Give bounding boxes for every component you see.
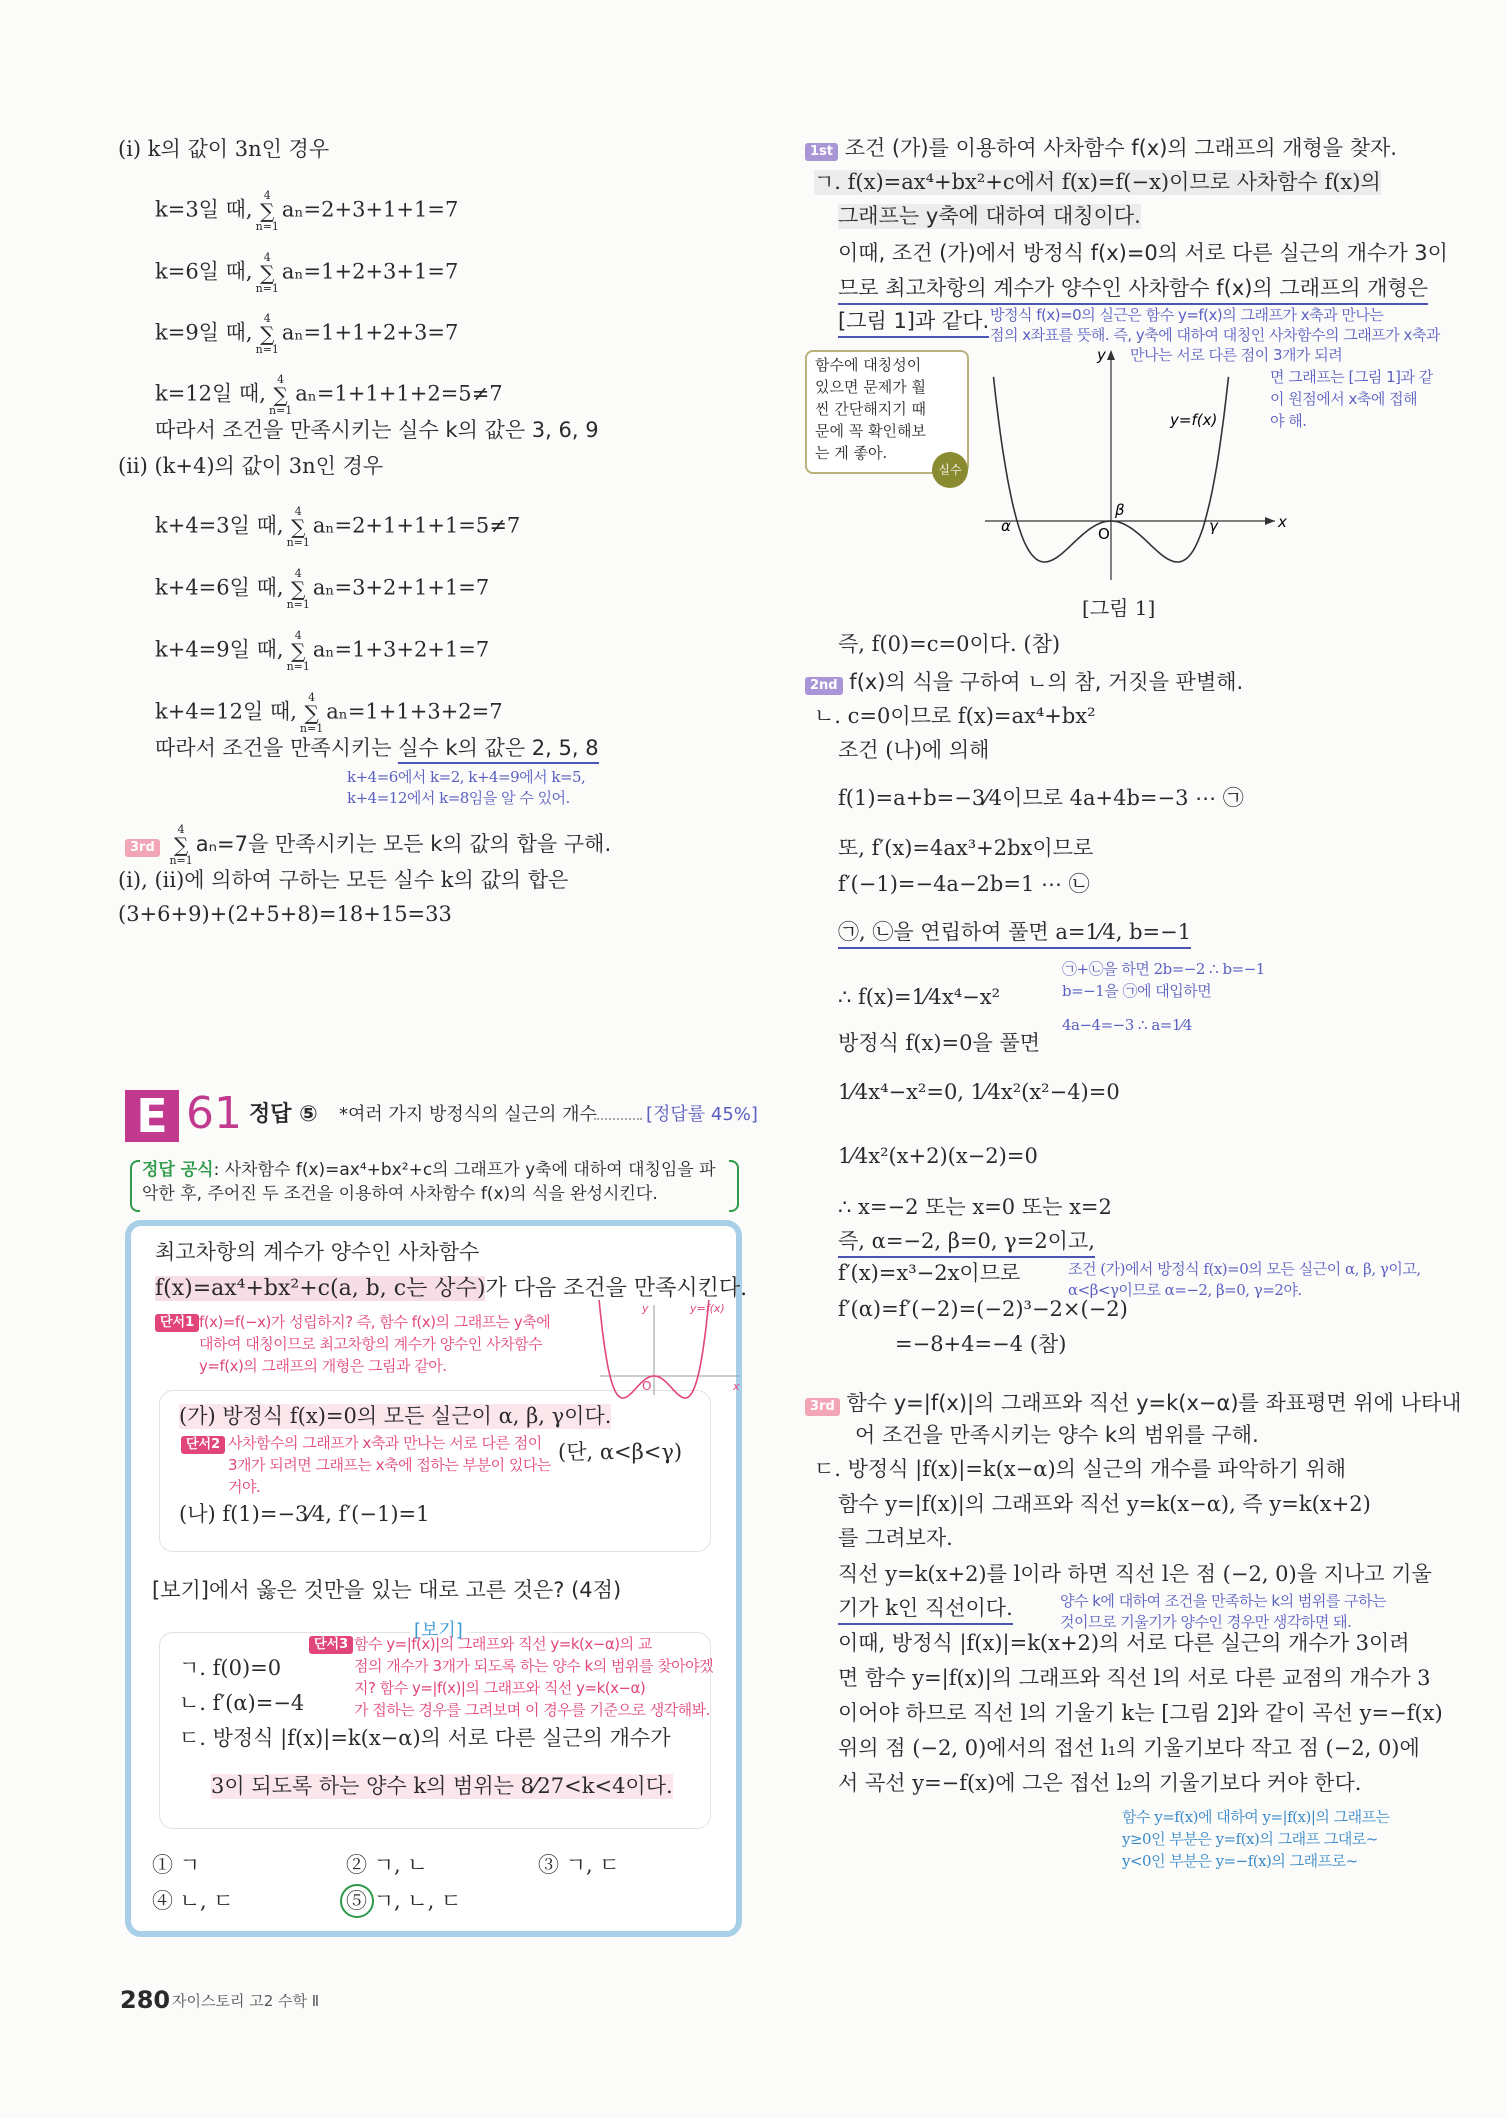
- formula-bracket-right: [729, 1160, 739, 1212]
- y-axis-label: y: [1097, 346, 1106, 364]
- solution-line: 서 곡선 y=−f(x)에 그은 접선 l₂의 기울기보다 커야 한다.: [838, 1771, 1362, 1795]
- conclusion-line: [155, 736, 599, 761]
- bogi-item-c: ㄷ. 방정식 |f(x)|=k(x−α)의 서로 다른 실근의 개수가: [179, 1726, 671, 1750]
- hint-3-line: 함수 y=|f(x)|의 그래프와 직선 y=k(x−α)의 교: [354, 1635, 652, 1653]
- step-text: 조건 (가)를 이용하여 사차함수 f(x)의 그래프의 개형을 찾자.: [844, 136, 1397, 160]
- sigma-lower: n=1: [255, 220, 279, 233]
- sigma-symbol: ∑: [173, 833, 189, 857]
- side-note: y≥0인 부분은 y=f(x)의 그래프 그대로~: [1122, 1830, 1378, 1848]
- sigma-symbol: [169, 824, 192, 866]
- row-expr: aₙ=1+1+2+3=7: [281, 320, 459, 345]
- case-heading: (ii) (k+4)의 값이 3n인 경우: [118, 454, 384, 478]
- side-note: 면 그래프는 [그림 1]과 같: [1270, 368, 1433, 386]
- sigma-upper: 4: [263, 251, 271, 264]
- row-expr: aₙ=1+1+3+2=7: [326, 699, 503, 724]
- sigma-symbol: [269, 374, 292, 416]
- sigma-symbol: [287, 568, 310, 610]
- step-text: 함수 y=|f(x)|의 그래프와 직선 y=k(x−α)를 좌표평면 위에 나타내: [846, 1391, 1462, 1415]
- sum-row: [155, 252, 458, 294]
- solution-line: 를 그려보자.: [838, 1526, 953, 1550]
- solution-line: ∴ f(x)=1⁄4x⁴−x²: [838, 985, 1000, 1009]
- condition-a: (가) 방정식 f(x)=0의 모든 실근이 α, β, γ이다.: [179, 1404, 612, 1428]
- sigma-symbol: ∑: [260, 322, 275, 346]
- sigma-symbol: ∑: [273, 383, 288, 407]
- topic-label: *여러 가지 방정식의 실근의 개수: [339, 1104, 597, 1125]
- hint-3-line: 가 접하는 경우를 그려보며 이 경우를 기준으로 생각해봐.: [354, 1701, 710, 1719]
- mini-x-label: x: [733, 1380, 740, 1393]
- solution-line: 또, f′(x)=4ax³+2bx이므로: [838, 836, 1094, 860]
- axis-arrows: [1107, 350, 1275, 525]
- solution-line: 직선 y=k(x+2)를 l이라 하면 직선 l은 점 (−2, 0)을 지나고 기울: [838, 1562, 1432, 1586]
- solution-line: 1⁄4x⁴−x²=0, 1⁄4x²(x²−4)=0: [838, 1080, 1120, 1104]
- row-expr: aₙ=1+3+2+1=7: [312, 637, 490, 662]
- sigma-upper: 4: [294, 567, 302, 580]
- sigma-upper: 4: [308, 691, 316, 704]
- step-text: 어 조건을 만족시키는 양수 k의 범위를 구해.: [855, 1423, 1259, 1447]
- step-badge: 1st: [805, 143, 838, 161]
- condition-b: (나) f(1)=−3⁄4, f′(−1)=1: [179, 1502, 430, 1526]
- book-title: 자이스토리 고2 수학 Ⅱ: [172, 1992, 320, 2010]
- sigma-upper: 4: [294, 629, 302, 642]
- condition-note: (단, α<β<γ): [558, 1440, 683, 1464]
- hint-2-line: 3개가 되려면 그래프는 x축에 접하는 부분이 있다는: [228, 1456, 551, 1474]
- choice-2[interactable]: ② ㄱ, ㄴ: [346, 1853, 428, 1877]
- sum-row: [155, 630, 489, 672]
- solution-line: f(1)=a+b=−3⁄4이므로 4a+4b=−3 ⋯ ㉠: [838, 786, 1244, 810]
- sigma-symbol: ∑: [260, 261, 275, 285]
- choice-4[interactable]: ④ ㄴ, ㄷ: [152, 1889, 234, 1913]
- solution-line: 함수 y=|f(x)|의 그래프와 직선 y=k(x−α), 즉 y=k(x+2): [838, 1492, 1371, 1516]
- mini-y-label: y: [642, 1302, 649, 1315]
- side-note: b=−1을 ㉠에 대입하면: [1062, 982, 1212, 1000]
- row-label: k+4=6일 때,: [155, 575, 284, 600]
- hint-badge-3: 단서3: [309, 1636, 353, 1654]
- side-note: 야 해.: [1270, 412, 1307, 430]
- side-note: 방정식 f(x)=0의 실근은 함수 y=f(x)의 그래프가 x축과 만나는: [990, 306, 1384, 324]
- sigma-lower: n=1: [286, 536, 310, 549]
- hint-3-line: 지? 함수 y=|f(x)|의 그래프와 직선 y=k(x−α): [354, 1679, 646, 1697]
- case-heading: (i) k의 값이 3n인 경우: [118, 137, 330, 161]
- selected-choice-circle: [340, 1884, 374, 1918]
- side-note: α<β<γ이므로 α=−2, β=0, γ=2야.: [1068, 1281, 1302, 1299]
- formula-label: 정답 공식: [142, 1160, 214, 1180]
- row-expr: aₙ=2+1+1+1=5≠7: [312, 513, 521, 538]
- sum-row: [155, 506, 520, 548]
- sum-row: [155, 568, 489, 610]
- tip-line: 함수에 대칭성이: [815, 356, 922, 374]
- problem-stem: 최고차항의 계수가 양수인 사차함수: [155, 1240, 480, 1264]
- mini-origin: O: [642, 1379, 652, 1393]
- step-badge: 3rd: [125, 839, 160, 857]
- sum-row: [155, 313, 458, 355]
- gamma-label: γ: [1209, 517, 1218, 535]
- bogi-item-b: ㄴ. f′(α)=−4: [179, 1691, 305, 1715]
- problem-letter-badge: E: [125, 1090, 179, 1142]
- tip-line: 있으면 문제가 훨: [815, 378, 926, 396]
- step-3-line: [125, 824, 611, 866]
- row-label: k+4=9일 때,: [155, 637, 284, 662]
- alpha-label: α: [1001, 517, 1011, 535]
- stamp-icon: 실수: [932, 452, 968, 488]
- hint-1-line: f(x)=f(−x)가 성립하지? 즉, 함수 f(x)의 그래프는 y축에: [199, 1313, 551, 1331]
- sum-row: [155, 692, 503, 734]
- solution-line: 므로 최고차항의 계수가 양수인 사차함수 f(x)의 그래프의 개형은: [838, 276, 1428, 305]
- sigma-lower: n=1: [268, 404, 293, 417]
- hint-badge-2: 단서2: [181, 1436, 225, 1454]
- solution-line: 이때, 방정식 |f(x)|=k(x+2)의 서로 다른 실근의 개수가 3이려: [838, 1631, 1410, 1655]
- sigma-lower: n=1: [255, 343, 279, 356]
- mini-curve-label: y=f(x): [690, 1302, 725, 1315]
- figure-caption: [그림 1]: [1082, 596, 1156, 620]
- sigma-lower: n=1: [299, 722, 324, 735]
- side-note: k+4=6에서 k=2, k+4=9에서 k=5,: [347, 768, 586, 786]
- choice-5[interactable]: ⑤ ㄱ, ㄴ, ㄷ: [346, 1889, 462, 1913]
- choice-3[interactable]: ③ ㄱ, ㄷ: [538, 1853, 620, 1877]
- sigma-lower: n=1: [255, 282, 279, 295]
- hint-1-line: y=f(x)의 그래프의 개형은 그림과 같아.: [199, 1357, 447, 1375]
- choice-1[interactable]: ① ㄱ: [152, 1853, 200, 1877]
- hint-2-line: 사차함수의 그래프가 x축과 만나는 서로 다른 점이: [228, 1434, 542, 1452]
- beta-label: β: [1115, 501, 1125, 519]
- sigma-symbol: [256, 190, 279, 232]
- row-label: k=12일 때,: [155, 381, 266, 406]
- solution-line: ㄷ. 방정식 |f(x)|=k(x−α)의 실근의 개수를 파악하기 위해: [814, 1457, 1347, 1481]
- conclusion-underlined: 실수 k의 값은 2, 5, 8: [398, 736, 598, 764]
- row-label: k=9일 때,: [155, 320, 253, 345]
- sigma-symbol: [256, 252, 279, 294]
- problem-number: 61: [186, 1088, 242, 1139]
- answer-label: 정답 ⑤: [249, 1102, 318, 1127]
- correct-rate: [정답률 45%]: [646, 1104, 758, 1125]
- problem-stem-formula: [155, 1276, 747, 1302]
- sigma-upper: 4: [263, 312, 271, 325]
- sum-row: [155, 374, 503, 416]
- sigma-symbol: [300, 692, 323, 734]
- tip-line: 씬 간단해지기 때: [815, 400, 926, 418]
- sum-row: [155, 190, 458, 232]
- row-expr: aₙ=2+3+1+1=7: [281, 197, 459, 222]
- solution-line: 기가 k인 직선이다.: [838, 1596, 1013, 1625]
- tip-line: 문에 꼭 확인해보: [815, 422, 926, 440]
- side-note: 함수 y=f(x)에 대하여 y=|f(x)|의 그래프는: [1122, 1808, 1390, 1826]
- question-text: [보기]에서 옳은 것만을 있는 대로 고른 것은? (4점): [152, 1578, 622, 1602]
- side-note: 만나는 서로 다른 점이 3개가 되려: [1130, 346, 1343, 364]
- sigma-symbol: [287, 506, 310, 548]
- bogi-title: [보기]: [410, 1620, 467, 1642]
- hint-badge-1: 단서1: [155, 1314, 199, 1332]
- sigma-symbol: ∑: [260, 199, 275, 223]
- formula-line-2: 악한 후, 주어진 두 조건을 이용하여 사차함수 f(x)의 식을 완성시킨다.: [142, 1184, 658, 1204]
- row-expr: aₙ=3+2+1+1=7: [312, 575, 490, 600]
- sigma-lower: n=1: [169, 854, 193, 867]
- sigma-symbol: ∑: [304, 701, 319, 725]
- result-line: (i), (ii)에 의하여 구하는 모든 실수 k의 값의 합은: [118, 868, 569, 892]
- sigma-lower: n=1: [286, 598, 310, 611]
- side-note: ㉠+㉡을 하면 2b=−2 ∴ b=−1: [1062, 960, 1265, 978]
- sigma-lower: n=1: [286, 660, 310, 673]
- solution-line: 조건 (나)에 의해: [838, 738, 990, 762]
- solution-line: 면 함수 y=|f(x)|의 그래프와 직선 l의 서로 다른 교점의 개수가 3: [838, 1666, 1431, 1690]
- side-note: k+4=12에서 k=8임을 알 수 있어.: [347, 789, 570, 807]
- solution-line: 이때, 조건 (가)에서 방정식 f(x)=0의 서로 다른 실근의 개수가 3이: [838, 241, 1448, 265]
- step-text: f(x)의 식을 구하여 ㄴ의 참, 거짓을 판별해.: [849, 670, 1244, 694]
- solution-line: 위의 점 (−2, 0)에서의 접선 l₁의 기울기보다 작고 점 (−2, 0)에: [838, 1736, 1420, 1760]
- row-expr: aₙ=1+2+3+1=7: [281, 259, 459, 284]
- sigma-symbol: ∑: [291, 515, 306, 539]
- sigma-upper: 4: [177, 823, 185, 836]
- row-expr: aₙ=1+1+1+2=5≠7: [295, 381, 503, 406]
- solution-line: f′(−1)=−4a−2b=1 ⋯ ㉡: [838, 872, 1090, 896]
- row-label: k=6일 때,: [155, 259, 253, 284]
- side-note: 점의 x좌표를 뜻해. 즉, y축에 대하여 대칭인 사차함수의 그래프가 x축과: [990, 326, 1440, 344]
- result-line: (3+6+9)+(2+5+8)=18+15=33: [118, 902, 452, 926]
- page-number: 280: [120, 1986, 171, 2014]
- dotted-leader: [594, 1118, 642, 1120]
- solution-line: [그림 1]과 같다.: [838, 309, 989, 338]
- solution-line: =−8+4=−4 (참): [895, 1332, 1067, 1356]
- conclusion-line: 따라서 조건을 만족시키는 실수 k의 값은 3, 6, 9: [155, 418, 599, 442]
- mini-graph: [595, 1300, 745, 1400]
- bogi-item-a: ㄱ. f(0)=0: [179, 1656, 282, 1680]
- solution-line: 즉, α=−2, β=0, γ=2이고,: [838, 1229, 1095, 1258]
- sigma-symbol: ∑: [291, 577, 306, 601]
- solution-line: ∴ x=−2 또는 x=0 또는 x=2: [838, 1195, 1112, 1219]
- row-label: k=3일 때,: [155, 197, 253, 222]
- stem-rest: 가 다음 조건을 만족시킨다.: [485, 1276, 748, 1301]
- solution-line: 즉, f(0)=c=0이다. (참): [838, 632, 1061, 656]
- solution-line: f′(α)=f′(−2)=(−2)³−2×(−2): [838, 1297, 1128, 1321]
- solution-line: 방정식 f(x)=0을 풀면: [838, 1031, 1041, 1055]
- side-note: 4a−4=−3 ∴ a=1⁄4: [1062, 1016, 1192, 1034]
- side-note: 조건 (가)에서 방정식 f(x)=0의 모든 실근이 α, β, γ이고,: [1068, 1260, 1421, 1278]
- sigma-upper: 4: [277, 373, 285, 386]
- solution-line: ㄱ. f(x)=ax⁴+bx²+c에서 f(x)=f(−x)이므로 사차함수 f(x)의: [814, 170, 1381, 194]
- sigma-symbol: [256, 313, 279, 355]
- sigma-upper: 4: [263, 189, 271, 202]
- side-note: 양수 k에 대하여 조건을 만족하는 k의 범위를 구하는: [1060, 1592, 1387, 1610]
- tip-line: 는 게 좋아.: [815, 444, 888, 462]
- solution-line: 이어야 하므로 직선 l의 기울기 k는 [그림 2]와 같이 곡선 y=−f(x): [838, 1701, 1443, 1725]
- conclusion-prefix: 따라서 조건을 만족시키는: [155, 736, 392, 760]
- side-note: 이 원점에서 x축에 접해: [1270, 390, 1418, 408]
- sigma-upper: 4: [294, 505, 302, 518]
- hint-3-line: 점의 개수가 3개가 되도록 하는 양수 k의 범위를 찾아야겠: [354, 1657, 714, 1675]
- step-badge: 3rd: [805, 1398, 840, 1416]
- bogi-item-c-cont: 3이 되도록 하는 양수 k의 범위는 8⁄27<k<4이다.: [211, 1774, 673, 1798]
- sigma-symbol: [287, 630, 310, 672]
- curve-label: y=f(x): [1170, 411, 1218, 429]
- origin-label: O: [1098, 525, 1110, 543]
- x-axis-label: x: [1278, 513, 1287, 531]
- solution-line: ㄴ. c=0이므로 f(x)=ax⁴+bx²: [814, 704, 1096, 728]
- highlighted-formula: f(x)=ax⁴+bx²+c(a, b, c는 상수): [155, 1276, 486, 1301]
- solution-line: f′(x)=x³−2x이므로: [838, 1261, 1021, 1285]
- hint-1-line: 대하여 대칭이므로 최고차항의 계수가 양수인 사차함수: [199, 1335, 543, 1353]
- formula-bracket-left: [130, 1160, 140, 1212]
- solution-line: 1⁄4x²(x+2)(x−2)=0: [838, 1144, 1038, 1168]
- figure-1-graph: [960, 340, 1290, 590]
- solution-line: ㉠, ㉡을 연립하여 풀면 a=1⁄4, b=−1: [838, 920, 1191, 949]
- row-label: k+4=12일 때,: [155, 699, 297, 724]
- formula-text: : 사차함수 f(x)=ax⁴+bx²+c의 그래프가 y축에 대하여 대칭임을 파: [213, 1160, 716, 1180]
- solution-line: 그래프는 y축에 대하여 대칭이다.: [838, 204, 1141, 228]
- step-text: aₙ=7을 만족시키는 모든 k의 값의 합을 구해.: [195, 832, 612, 856]
- side-note: y<0인 부분은 y=−f(x)의 그래프로~: [1122, 1852, 1358, 1870]
- sigma-symbol: ∑: [291, 639, 306, 663]
- step-1-line: [805, 136, 1397, 161]
- formula-line-1: [142, 1160, 716, 1180]
- step-3-line: [805, 1391, 1461, 1416]
- step-2-line: [805, 670, 1243, 695]
- hint-2-line: 거야.: [228, 1478, 261, 1496]
- step-badge: 2nd: [805, 677, 843, 695]
- row-label: k+4=3일 때,: [155, 513, 284, 538]
- side-note: 것이므로 기울기가 양수인 경우만 생각하면 돼.: [1060, 1613, 1352, 1631]
